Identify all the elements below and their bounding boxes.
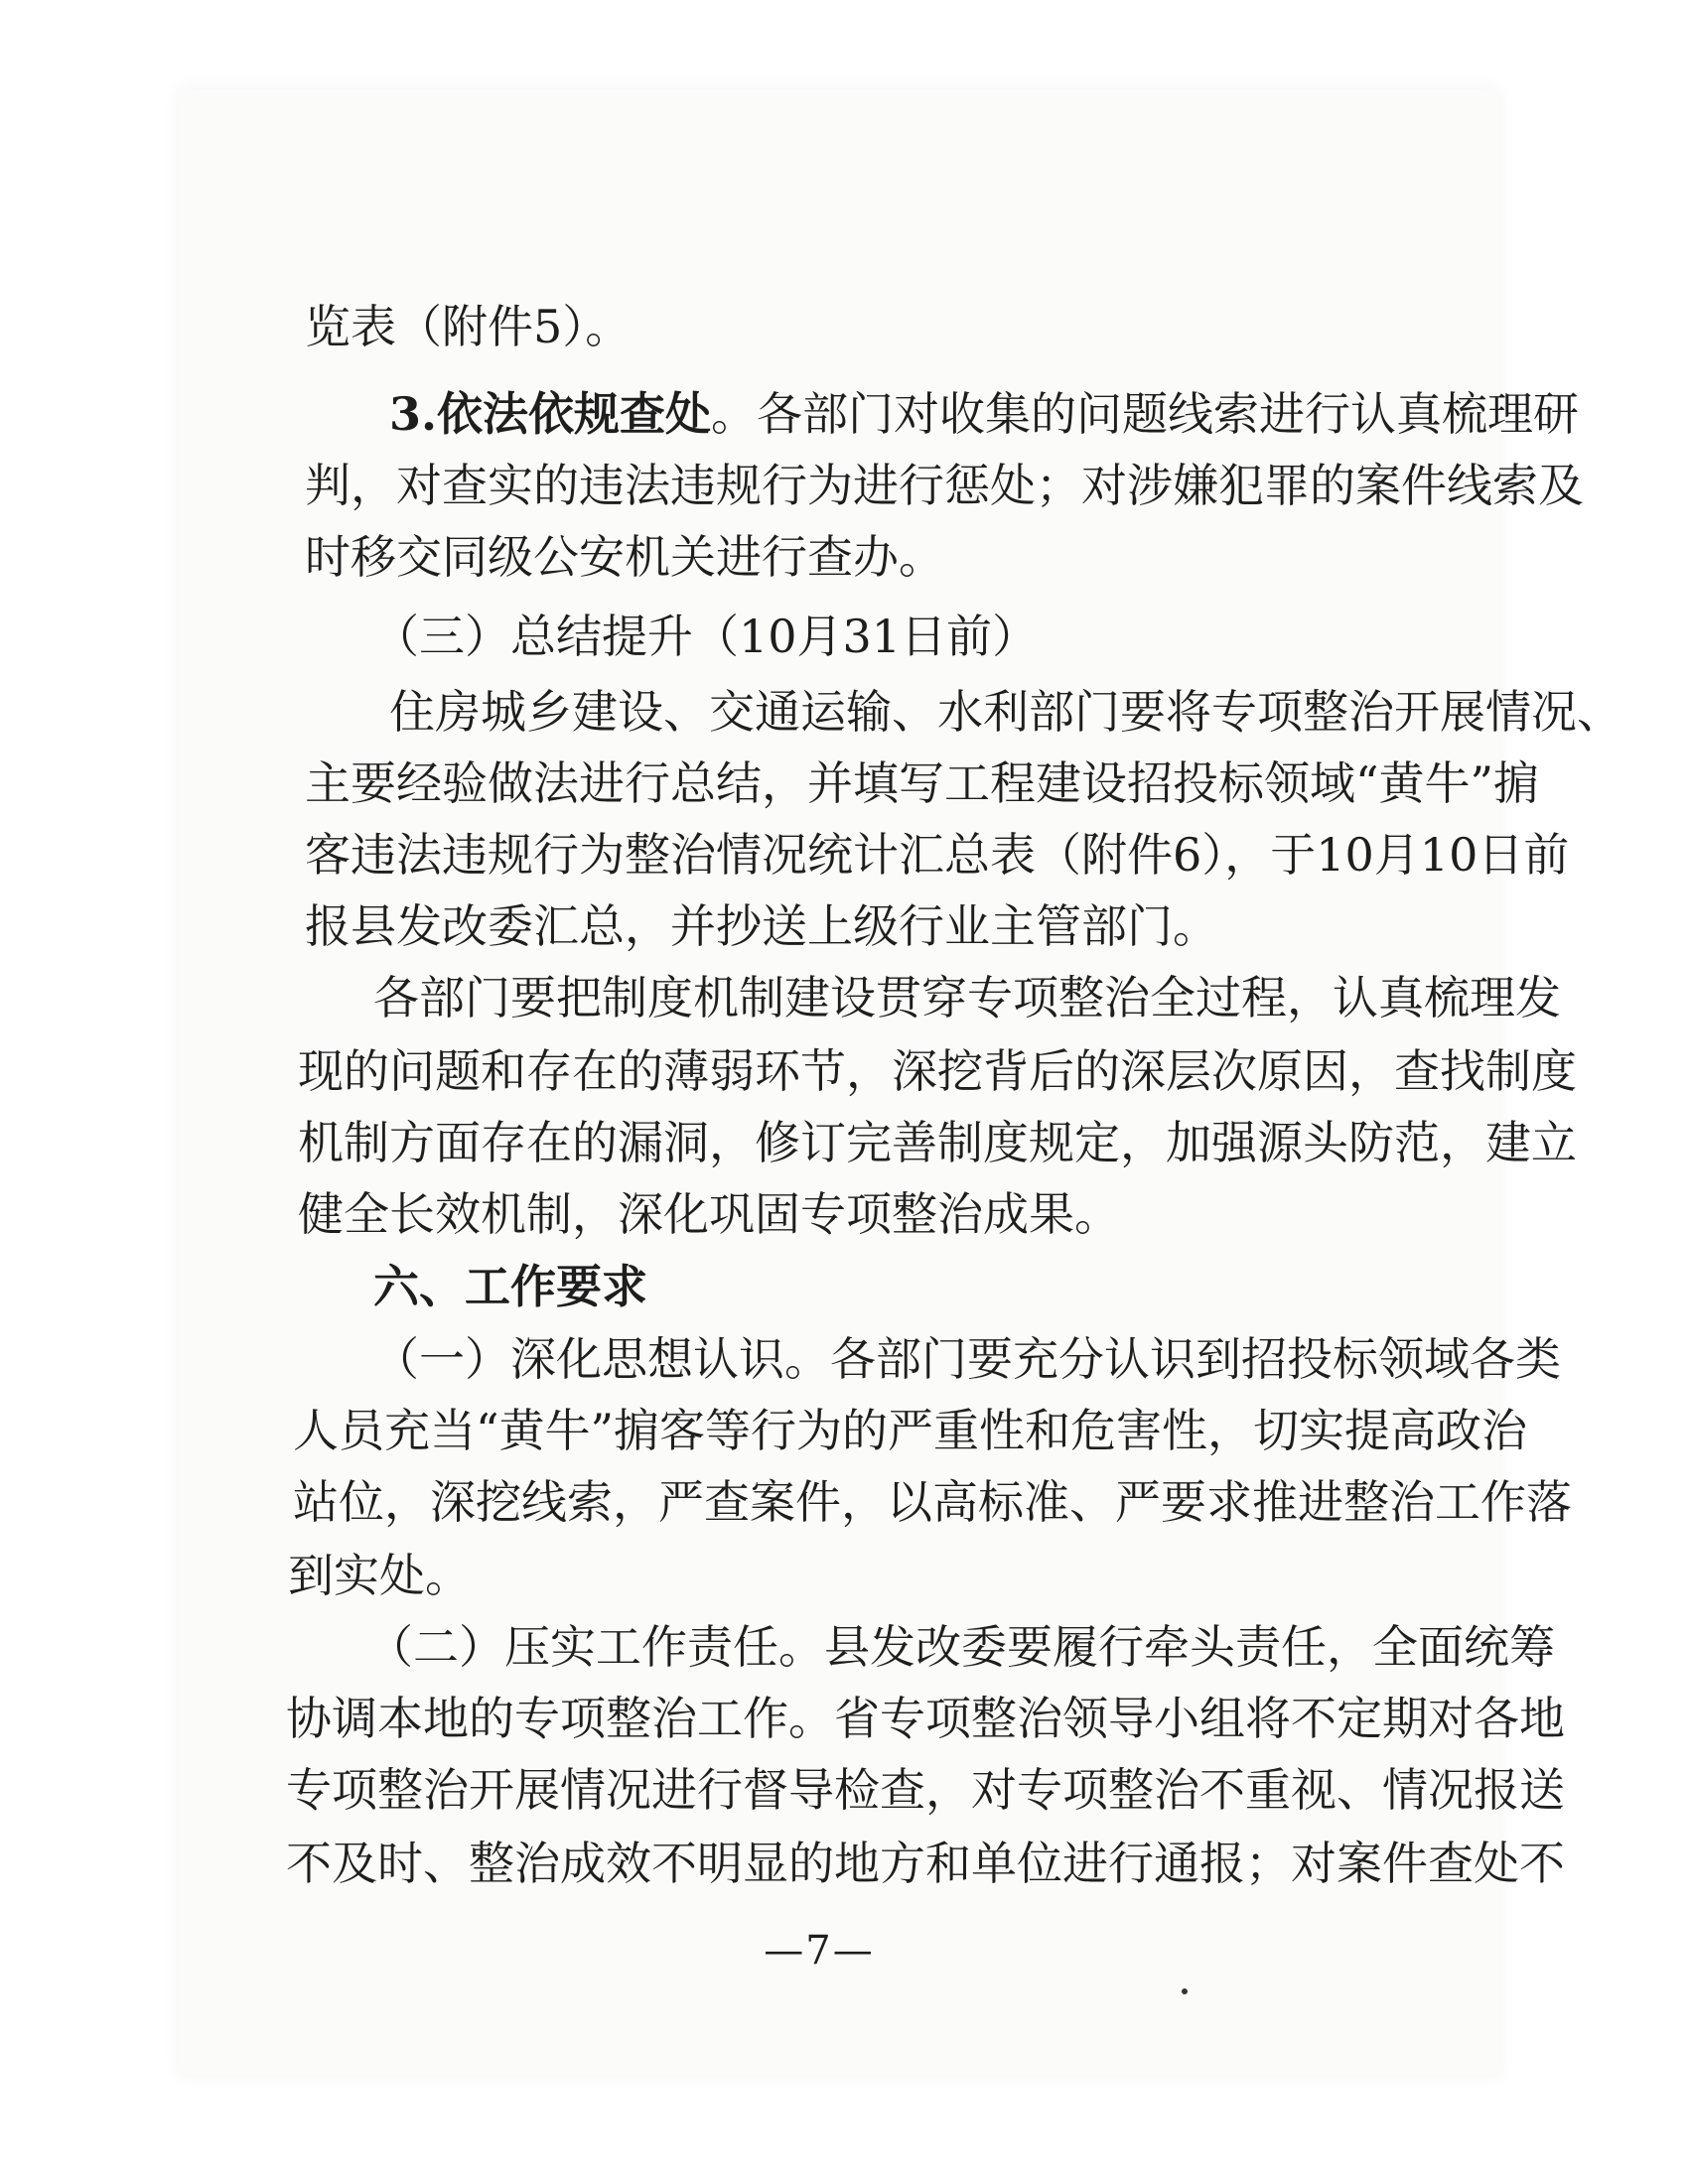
text-line: 健全长效机制，深化巩固专项整治成果。 — [298, 1187, 1120, 1241]
text-line — [389, 385, 1688, 443]
text-line: 机制方面存在的漏洞，修订完善制度规定，加强源头防范，建立 — [298, 1116, 1577, 1169]
text-line: （一）深化思想认识。各部门要充分认识到招投标领域各类 — [373, 1332, 1561, 1386]
text-line: 主要经验做法进行总结，并填写工程建设招投标领域“黄牛”掮 — [305, 756, 1540, 810]
text-line: 时移交同级公安机关进行查办。 — [305, 530, 944, 584]
text-line: 现的问题和存在的薄弱环节，深挖背后的深层次原因，查找制度 — [298, 1044, 1577, 1098]
text-line: 人员充当“黄牛”掮客等行为的严重性和危害性，切实提高政治 — [293, 1404, 1528, 1457]
text-line: 站位，深挖线索，严查案件，以高标准、严要求推进整治工作落 — [293, 1475, 1572, 1529]
text-line: 专项整治开展情况进行督导检查，对专项整治不重视、情况报送 — [286, 1763, 1565, 1817]
text-line: 各部门要把制度机制建设贯穿专项整治全过程，认真梳理发 — [373, 971, 1561, 1024]
text-line: 到实处。 — [288, 1549, 471, 1602]
text-line-body: 。各部门对收集的问题线索进行认真梳理研 — [711, 387, 1580, 441]
page-number: —7— — [764, 1928, 875, 1974]
section-heading: 六、工作要求 — [373, 1260, 647, 1313]
text-line: （二）压实工作责任。县发改委要履行牵头责任，全面统筹 — [367, 1620, 1555, 1674]
text-line: 客违法违规行为整治情况统计汇总表（附件6），于10月10日前 — [305, 828, 1570, 882]
scan-speck — [1182, 1988, 1188, 1994]
section-heading: 3.依法依规查处 — [389, 387, 712, 441]
text-line: 览表（附件5）。 — [305, 300, 632, 353]
text-line: 判，对查实的违法违规行为进行惩处；对涉嫌犯罪的案件线索及 — [305, 459, 1584, 512]
text-line: 报县发改委汇总，并抄送上级行业主管部门。 — [305, 899, 1218, 953]
text-line: 不及时、整治成效不明显的地方和单位进行通报；对案件查处不 — [286, 1837, 1565, 1890]
text-line: 协调本地的专项整治工作。省专项整治领导小组将不定期对各地 — [286, 1692, 1565, 1745]
section-heading: （三）总结提升（10月31日前） — [373, 610, 1039, 663]
text-line: 住房城乡建设、交通运输、水利部门要将专项整治开展情况、 — [389, 685, 1622, 739]
